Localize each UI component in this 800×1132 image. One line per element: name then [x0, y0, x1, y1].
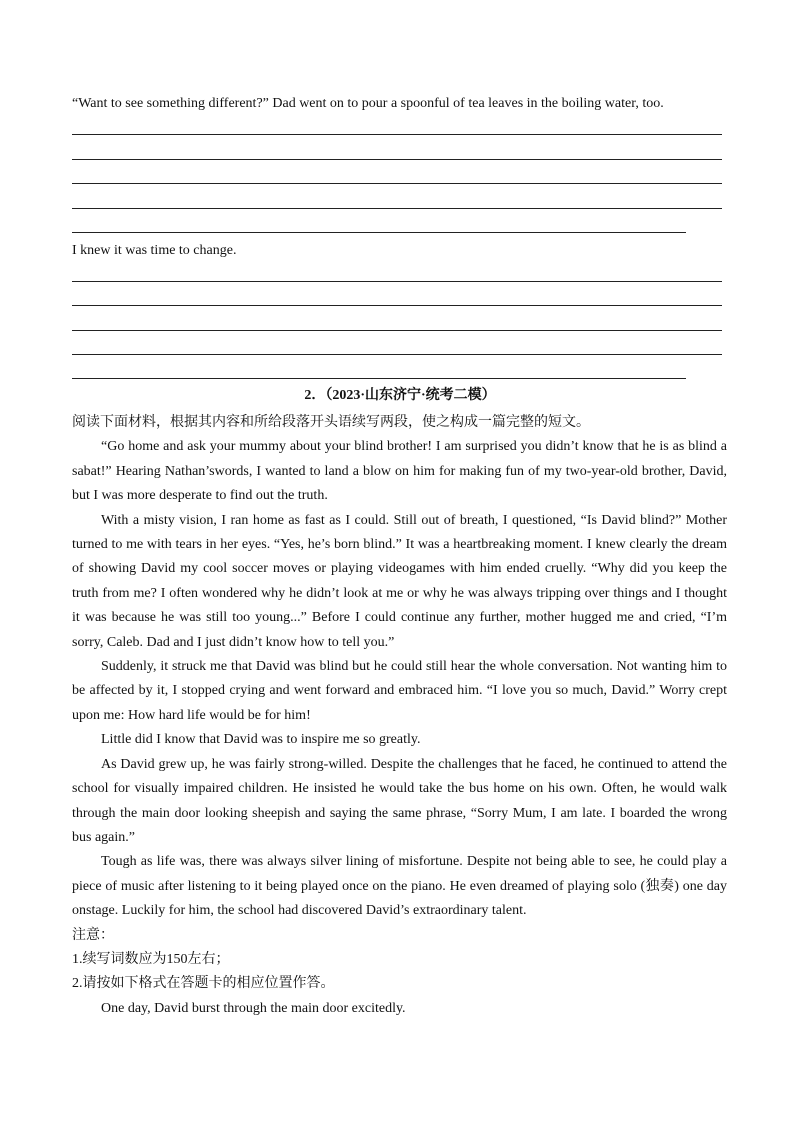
section1-second-prompt: I knew it was time to change. — [72, 243, 237, 258]
notes-heading: 注意： — [72, 927, 114, 943]
answer-line[interactable] — [72, 354, 722, 355]
continuation-prompt: One day, David burst through the main door excitedly. — [101, 1000, 406, 1016]
paragraph: Little did I know that David was to inspire me so greatly. — [101, 732, 421, 748]
answer-line[interactable] — [72, 330, 722, 331]
instruction: 阅读下面材料，根据其内容和所给段落开头语续写两段，使之构成一篇完整的短文。 — [72, 415, 590, 430]
answer-line[interactable] — [72, 134, 722, 135]
answer-line[interactable] — [72, 232, 686, 233]
paragraph: “Go home and ask your mummy about your blind brother! I am surprised you didn’t know that he is as blind a sabat!” Hearing Nathan’swords, I wanted to land a blow on him for making fun of my two-year-old brother, David, but I was more desperate to find out the truth. — [72, 439, 727, 504]
answer-line[interactable] — [72, 159, 722, 160]
question-title: 2．（2023·山东济宁·统考二模） — [304, 388, 496, 403]
answer-line[interactable] — [72, 281, 722, 282]
paragraph: With a misty vision, I ran home as fast as I could. Still out of breath, I questioned, “Is David blind?” Mother turned to me with tears in her eyes. “Yes, he’s born blind.” It was a heartbreaking moment. I knew clearly the dream of showing David my cool soccer moves or playing videogames with him ended cruelly. “Why did you keep the truth from me? I often wondered why he didn’t look at me or why he was always tripping over things and I thought it was because he was still too young...” Before I could continue any further, mother hugged me and cried, “I’m sorry, Caleb. Dad and I just didn’t know how to tell you.” — [72, 512, 727, 650]
answer-line[interactable] — [72, 305, 722, 306]
answer-line[interactable] — [72, 183, 722, 184]
note-item: 1.续写词数应为150左右； — [72, 951, 230, 967]
question-body — [72, 411, 727, 1021]
paragraph: As David grew up, he was fairly strong-willed. Despite the challenges that he faced, he continued to attend the school for visually impaired children. He insisted he would take the bus home on his own. Often, he would walk through the main door looking sheepish and saying the same phrase, “Sorry Mum, I am late. I boarded the wrong bus again.” — [72, 756, 727, 845]
paragraph: Suddenly, it struck me that David was blind but he could still hear the whole conversation. Not wanting him to be affected by it, I stopped crying and went forward and embraced him. “I love you so much, David.” Worry crept upon me: How hard life would be for him! — [72, 659, 727, 723]
answer-line[interactable] — [72, 378, 686, 379]
answer-line[interactable] — [72, 208, 722, 209]
section1-opening-line: “Want to see something different?” Dad went on to pour a spoonful of tea leaves in the boiling water, too. — [72, 96, 664, 111]
paragraph: Tough as life was, there was always silver lining of misfortune. Despite not being able to see, he could play a piece of music after listening to it being played once on the piano. He even dreamed of playing solo (独奏) one day onstage. Luckily for him, the school had discovered David’s extraordinary talent. — [72, 854, 727, 919]
note-item: 2.请按如下格式在答题卡的相应位置作答。 — [72, 976, 335, 992]
